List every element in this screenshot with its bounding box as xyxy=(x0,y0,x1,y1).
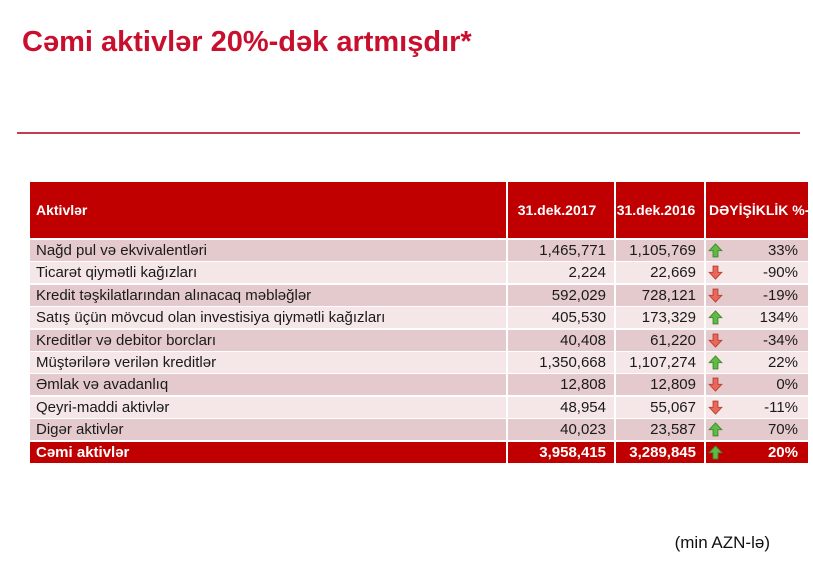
page-title: Cəmi aktivlər 20%-dək artmışdır* xyxy=(22,26,472,58)
change-cell xyxy=(706,374,808,395)
header-change-pct: DƏYİŞİKLİK %-i xyxy=(706,182,808,238)
change-pct: 22% xyxy=(767,353,798,371)
value-2016: 55,067 xyxy=(616,397,704,418)
value-2017: 48,954 xyxy=(508,397,614,418)
asset-label: Ticarət qiymətli kağızları xyxy=(30,262,506,283)
down-arrow-icon xyxy=(708,400,723,415)
table-row xyxy=(30,374,806,395)
up-arrow-icon xyxy=(708,310,723,325)
asset-label: Müştərilərə verilən kreditlər xyxy=(30,352,506,373)
change-cell xyxy=(706,442,808,463)
table-row xyxy=(30,240,806,261)
value-2016: 1,105,769 xyxy=(616,240,704,261)
value-2017: 592,029 xyxy=(508,285,614,306)
down-arrow-icon xyxy=(708,333,723,348)
value-2016: 61,220 xyxy=(616,330,704,351)
change-pct: 0% xyxy=(776,376,798,394)
header-date-2017: 31.dek.2017 xyxy=(508,182,614,238)
header-date-2016: 31.dek.2016 xyxy=(616,182,704,238)
units-footnote: (min AZN-lə) xyxy=(674,533,770,552)
table-row xyxy=(30,330,806,351)
assets-table xyxy=(30,182,813,463)
asset-label: Kreditlər və debitor borcları xyxy=(30,330,506,351)
up-arrow-icon xyxy=(708,243,723,258)
change-pct: 70% xyxy=(767,421,798,439)
asset-label: Digər aktivlər xyxy=(30,419,506,440)
down-arrow-icon xyxy=(708,377,723,392)
value-2017: 3,958,415 xyxy=(508,442,614,463)
value-2017: 40,408 xyxy=(508,330,614,351)
change-cell xyxy=(706,397,808,418)
asset-label: Satış üçün mövcud olan investisiya qiymətli kağızları xyxy=(30,307,506,328)
change-pct: -19% xyxy=(762,286,798,304)
asset-label: Qeyri-maddi aktivlər xyxy=(30,397,506,418)
down-arrow-icon xyxy=(708,288,723,303)
table-header-row xyxy=(30,182,813,238)
change-cell xyxy=(706,240,808,261)
asset-label: Nağd pul və ekvivalentləri xyxy=(30,240,506,261)
value-2016: 173,329 xyxy=(616,307,704,328)
value-2016: 3,289,845 xyxy=(616,442,704,463)
change-cell xyxy=(706,419,808,440)
value-2017: 12,808 xyxy=(508,374,614,395)
value-2017: 2,224 xyxy=(508,262,614,283)
value-2017: 40,023 xyxy=(508,419,614,440)
change-cell xyxy=(706,262,808,283)
value-2016: 23,587 xyxy=(616,419,704,440)
change-cell xyxy=(706,330,808,351)
change-pct: -90% xyxy=(762,264,798,282)
down-arrow-icon xyxy=(708,265,723,280)
change-cell xyxy=(706,285,808,306)
table-row xyxy=(30,285,806,306)
value-2017: 405,530 xyxy=(508,307,614,328)
title-divider-line xyxy=(17,132,800,134)
value-2016: 22,669 xyxy=(616,262,704,283)
value-2016: 728,121 xyxy=(616,285,704,306)
table-row xyxy=(30,397,806,418)
table-row xyxy=(30,419,806,440)
change-pct: 134% xyxy=(759,309,798,327)
value-2017: 1,350,668 xyxy=(508,352,614,373)
table-body xyxy=(30,240,800,463)
table-row xyxy=(30,307,806,328)
change-cell xyxy=(706,352,808,373)
asset-label: Kredit təşkilatlarından alınacaq məbləğlər xyxy=(30,285,506,306)
asset-label: Əmlak və avadanlıq xyxy=(30,374,506,395)
change-cell xyxy=(706,307,808,328)
value-2016: 12,809 xyxy=(616,374,704,395)
table-row xyxy=(30,262,806,283)
table-row xyxy=(30,442,806,463)
change-pct: -11% xyxy=(764,398,798,416)
header-assets: Aktivlər xyxy=(30,182,506,238)
up-arrow-icon xyxy=(708,355,723,370)
asset-label: Cəmi aktivlər xyxy=(30,442,506,463)
up-arrow-icon xyxy=(708,445,723,460)
table-row xyxy=(30,352,806,373)
up-arrow-icon xyxy=(708,422,723,437)
change-pct: 20% xyxy=(767,443,798,461)
change-pct: 33% xyxy=(767,242,798,259)
value-2016: 1,107,274 xyxy=(616,352,704,373)
change-pct: -34% xyxy=(762,331,798,349)
value-2017: 1,465,771 xyxy=(508,240,614,261)
